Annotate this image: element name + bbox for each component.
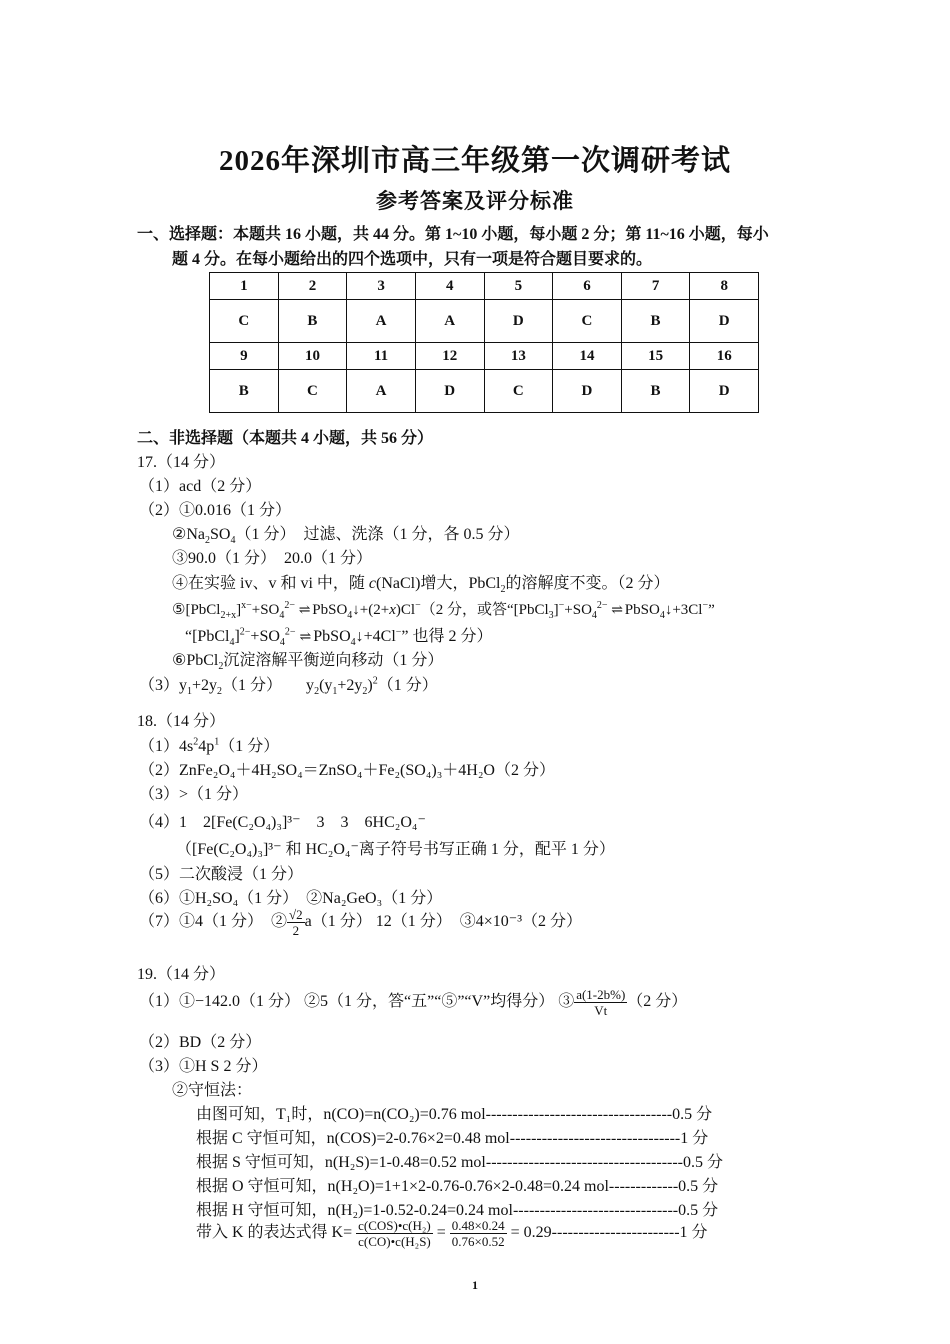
table-cell: 1 [210,273,279,300]
section1-heading-line1: 一、选择题：本题共 16 小题，共 44 分。第 1~10 小题，每小题 2 分；第 11~16 小题，每小 [137,226,769,243]
answer-table-row-answers-1 [210,300,759,343]
q18-part4-line2: （[Fe(C₂O₄)₃]³⁻ 和 HC₂O₄⁻离子符号书写正确 1 分，配平 1 分） [176,841,615,858]
q17-part2-3: ③90.0（1 分） 20.0（1 分） [172,550,373,567]
table-cell: B [210,370,279,413]
table-cell: C [553,300,622,343]
table-cell: B [621,370,690,413]
q18-part1: $(1)4s^24p^1(1$ 分） [139,736,280,755]
q18-part2: （2）ZnFe₂O₄＋4H₂SO₄＝ZnSO₄＋Fe₂(SO₄)₃＋4H₂O（2 分） [139,762,555,779]
q18-part4-line1: （4）1 2[Fe(C₂O₄)₃]³⁻ 3 3 6HC₂O₄⁻ [139,814,426,831]
table-cell: 13 [484,343,553,370]
fraction: $\frac{a(1-2b\%)}{Vt}$ [576,987,626,1018]
table-cell: 16 [690,343,759,370]
document-subtitle: 参考答案及评分标准 [376,189,574,213]
table-cell: 10 [278,343,347,370]
equilibrium-arrow-icon: ⇌ [298,603,309,618]
table-cell: 8 [690,273,759,300]
table-cell: 7 [621,273,690,300]
table-cell: D [553,370,622,413]
page-number: 1 [472,1278,478,1292]
q19-part3-1: （3）①H S 2 分） [139,1058,268,1075]
table-cell: 5 [484,273,553,300]
q18-part3: （3）>（1 分） [139,786,249,803]
q17-part1: （1）acd（2 分） [139,478,262,495]
table-cell: B [278,300,347,343]
table-cell: 3 [347,273,416,300]
q17-part2-5: $⑤[PbCl_{2+x}]^{x-}+SO_4^{2-}$ ⇌ PbSO$_4$↓+(2+x)Cl−（2 分，或答“$[PbCl_3]^-+SO_4^{2-}$ ⇌ PbSO$_4$↓+3Cl−” [172,600,715,621]
document-title: 2026年深圳市高三年级第一次调研考试 [218,145,731,177]
q18-title: 18.（14 分） [137,713,226,730]
answer-table-row-answers-2 [210,370,759,413]
table-cell: 9 [210,343,279,370]
table-cell: 2 [278,273,347,300]
table-cell: B [621,300,690,343]
section2-heading: 二、非选择题（本题共 4 小题，共 56 分） [137,430,434,447]
q17-part2-4: ④在实验 iv、v 和 vi 中，随 c(NaCl)增大，PbCl$_2$的溶解度不变。（2 分） [172,575,670,596]
q19-step-1: 由图可知，T₁时，n(CO)=n(CO₂)=0.76 mol-----------------------------------0.5 分 [196,1106,713,1123]
table-cell: 6 [553,273,622,300]
table-cell: A [347,370,416,413]
q19-step-4: 根据 O 守恒可知，n(H₂O)=1+1×2-0.76-0.76×2-0.48=0.24 mol-------------0.5 分 [196,1178,719,1195]
q17-part2-2: $②Na_2SO_4(1$ 分） 过滤、洗涤（1 分，各 0.5 分） [172,526,520,547]
fraction: $\frac{0.48\times 0.24}{0.76\times 0.52}$ [451,1218,505,1249]
table-cell: 14 [553,343,622,370]
q19-part2: （2）BD（2 分） [139,1034,262,1051]
equilibrium-arrow-icon: ⇌ [611,603,622,618]
q19-part1: （1）①−142.0（1 分） ②5（1 分，答“五”“⑤”“V”均得分） ③ $\frac{a(1-2b\%)}{Vt}$ （2 分） [139,987,688,1018]
table-cell: D [484,300,553,343]
q17-part2-5-line2: “$[PbCl_4]^{2-}+SO_4^{2-}$ ⇌ PbSO$_4$↓+4Cl−” 也得 2 分） [185,626,493,649]
q17-title: 17.（14 分） [137,454,226,471]
q19-step-5: 根据 H 守恒可知，n(H₂)=1-0.52-0.24=0.24 mol-------------------------------0.5 分 [196,1202,719,1219]
table-cell: C [210,300,279,343]
table-cell: D [690,370,759,413]
table-cell: 15 [621,343,690,370]
q18-part7: （7）①4（1 分） ② $\frac{√2}{2}$ a（1 分） 12（1 分） ③4×10⁻³（2 分） [139,907,583,938]
table-cell: A [347,300,416,343]
table-cell: D [690,300,759,343]
q19-k-expression: 带入 K 的表达式得 K= $\frac{\text{c(COS)•c(H₂)}}{\text{c(CO)•c(H₂S)}}$ = $\frac{0.48\times 0.24}{0.76\times 0.52}$ = 0.29------------------------1 分 [196,1218,708,1249]
table-cell: C [484,370,553,413]
q19-step-3: 根据 S 守恒可知，n(H₂S)=1-0.48=0.52 mol-------------------------------------0.5 分 [196,1154,724,1171]
table-cell: D [415,370,484,413]
q17-part3: $(3)y_1+2y_2(1$ 分） $y_2(y_1+2y_2)^2(1$ 分） [139,675,438,698]
table-cell: 12 [415,343,484,370]
fraction: $\frac{\text{c(COS)•c(H₂)}}{\text{c(CO)•c(H₂S)}}$ [358,1218,431,1249]
q19-step-2: 根据 C 守恒可知，n(COS)=2-0.76×2=0.48 mol--------------------------------1 分 [196,1130,709,1147]
fraction: $\frac{√2}{2}$ [289,907,303,938]
answer-table-row-numbers-2 [210,343,759,370]
table-cell: 4 [415,273,484,300]
q19-title: 19.（14 分） [137,966,226,983]
section1-heading-line2: 题 4 分。在每小题给出的四个选项中，只有一项是符合题目要求的。 [172,251,653,268]
equilibrium-arrow-icon: ⇌ [299,630,310,645]
table-cell: C [278,370,347,413]
table-cell: A [415,300,484,343]
q17-part2-1: （2）①0.016（1 分） [139,502,292,519]
q18-part5: （5）二次酸浸（1 分） [139,866,304,883]
answer-table-row-numbers-1 [210,273,759,300]
table-cell: 11 [347,343,416,370]
q17-part2-6: ⑥PbCl$_2$沉淀溶解平衡逆向移动（1 分） [172,652,444,673]
answer-table [209,272,759,413]
q18-part6: （6）①H₂SO₄（1 分） ②Na₂GeO₃（1 分） [139,890,443,907]
q19-part3-2: ②守恒法： [172,1082,253,1099]
